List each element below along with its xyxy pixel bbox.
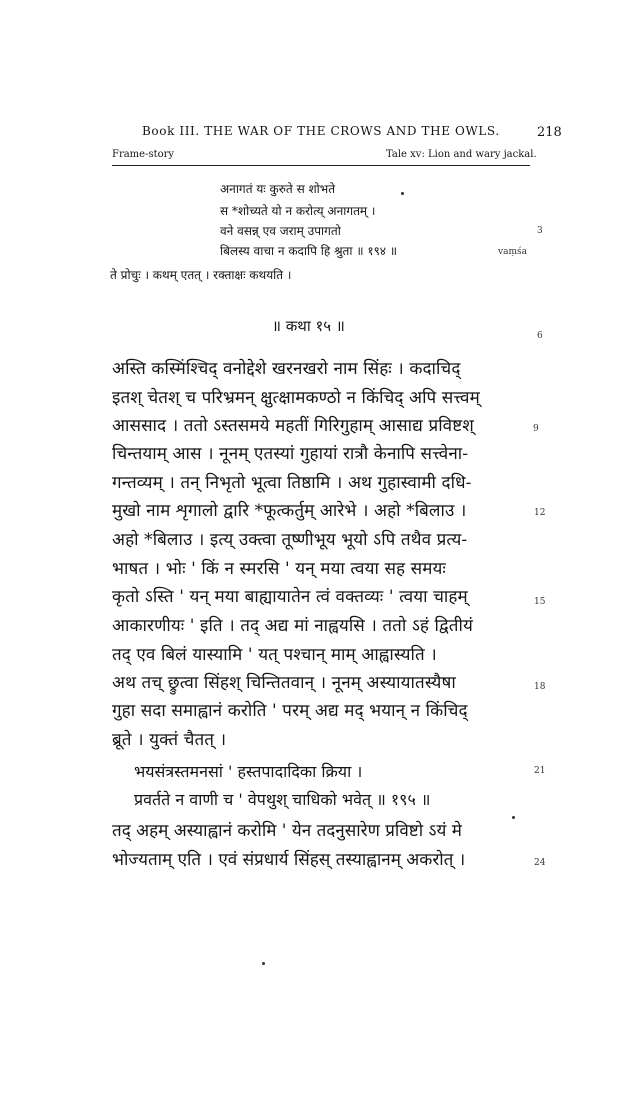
verse-line: वने वसन्न् एव जराम् उपागतो	[220, 224, 341, 238]
prose-line: ते प्रोचुः । कथम् एतत् । रक्ताक्षः कथयति ।	[110, 268, 292, 282]
running-head: Book III. THE WAR OF THE CROWS AND THE OWLS.	[142, 124, 500, 138]
meter-label: vaṃśa	[498, 247, 527, 257]
print-speck	[401, 192, 404, 195]
body-line: गन्तव्यम् । तन् निभृतो भूत्वा तिष्ठामि । अथ गुहास्वामी दधि-	[112, 473, 472, 493]
body-line: गुहा सदा समाह्वानं करोति ' परम् अद्य मद् भयान् न किंचिद्	[112, 701, 468, 721]
line-number: 18	[534, 682, 546, 692]
verse-line: स *शोच्यते यो न करोत्य् अनागतम् ।	[220, 204, 376, 218]
body-line: अहो *बिलाउ । इत्य् उक्त्वा तूष्णीभूय भूयो ऽपि तथैव प्रत्य-	[112, 530, 468, 550]
line-number: 12	[534, 508, 546, 518]
page-number: 218	[537, 125, 562, 140]
print-speck	[512, 816, 515, 819]
body-line: अस्ति कस्मिंश्चिद् वनोद्देशे खरनखरो नाम सिंहः । कदाचिद्	[112, 359, 461, 379]
line-number: 3	[537, 226, 543, 236]
line-number: 24	[534, 858, 546, 868]
verse-line: प्रवर्तते न वाणी च ' वेपथुश् चाधिको भवेत् ॥ १९५ ॥	[134, 790, 431, 809]
frame-story-label: Frame-story	[112, 149, 175, 160]
line-number: 6	[537, 331, 543, 341]
body-line: अथ तच् छ्रुत्वा सिंहश् चिन्तितवान् । नूनम् अस्यायातस्यैषा	[112, 673, 456, 693]
verse-line: अनागतं यः कुरुते स शोभते	[220, 182, 336, 196]
body-line: आकारणीयः ' इति । तद् अद्य मां नाह्वयसि । ततो ऽहं द्वितीयं	[112, 616, 473, 636]
story-heading: ॥ कथा १५ ॥	[272, 317, 345, 335]
verse-line: भयसंत्रस्तमनसां ' हस्तपादादिका क्रिया ।	[134, 762, 363, 781]
body-line: कृतो ऽस्ति ' यन् मया बाह्यायातेन त्वं वक्तव्यः ' त्वया चाहम्	[112, 587, 468, 607]
tale-label: Tale xv: Lion and wary jackal.	[386, 149, 537, 160]
body-line: आससाद । ततो ऽस्तसमये महतीं गिरिगुहाम् आसाद्य प्रविष्टश्	[112, 416, 474, 436]
line-number: 21	[534, 766, 546, 776]
print-speck	[262, 962, 265, 965]
body-line: मुखो नाम शृगालो द्वारि *फूत्कर्तुम् आरेभे । अहो *बिलाउ ।	[112, 501, 467, 521]
line-number: 9	[533, 424, 539, 434]
header-rule	[112, 165, 530, 166]
verse-line: बिलस्य वाचा न कदापि हि श्रुता ॥ १९४ ॥	[220, 244, 398, 258]
body-line: ब्रूते । युक्तं चैतत् ।	[112, 730, 227, 750]
body-line: तद् अहम् अस्याह्वानं करोमि ' येन तदनुसारेण प्रविष्टो ऽयं मे	[112, 821, 462, 841]
line-number: 15	[534, 597, 546, 607]
body-line: इतश् चेतश् च परिभ्रमन् क्षुत्क्षामकण्ठो न किंचिद् अपि सत्त्वम्	[112, 388, 480, 408]
body-line: चिन्तयाम् आस । नूनम् एतस्यां गुहायां रात्रौ केनापि सत्त्वेना-	[112, 444, 469, 464]
body-line: भोज्यताम् एति । एवं संप्रधार्य सिंहस् तस्याह्वानम् अकरोत् ।	[112, 850, 466, 870]
body-line: तद् एव बिलं यास्यामि ' यत् पश्चान् माम् आह्वास्यति ।	[112, 645, 437, 665]
body-line: भाषत । भोः ' किं न स्मरसि ' यन् मया त्वया सह समयः	[112, 559, 446, 579]
